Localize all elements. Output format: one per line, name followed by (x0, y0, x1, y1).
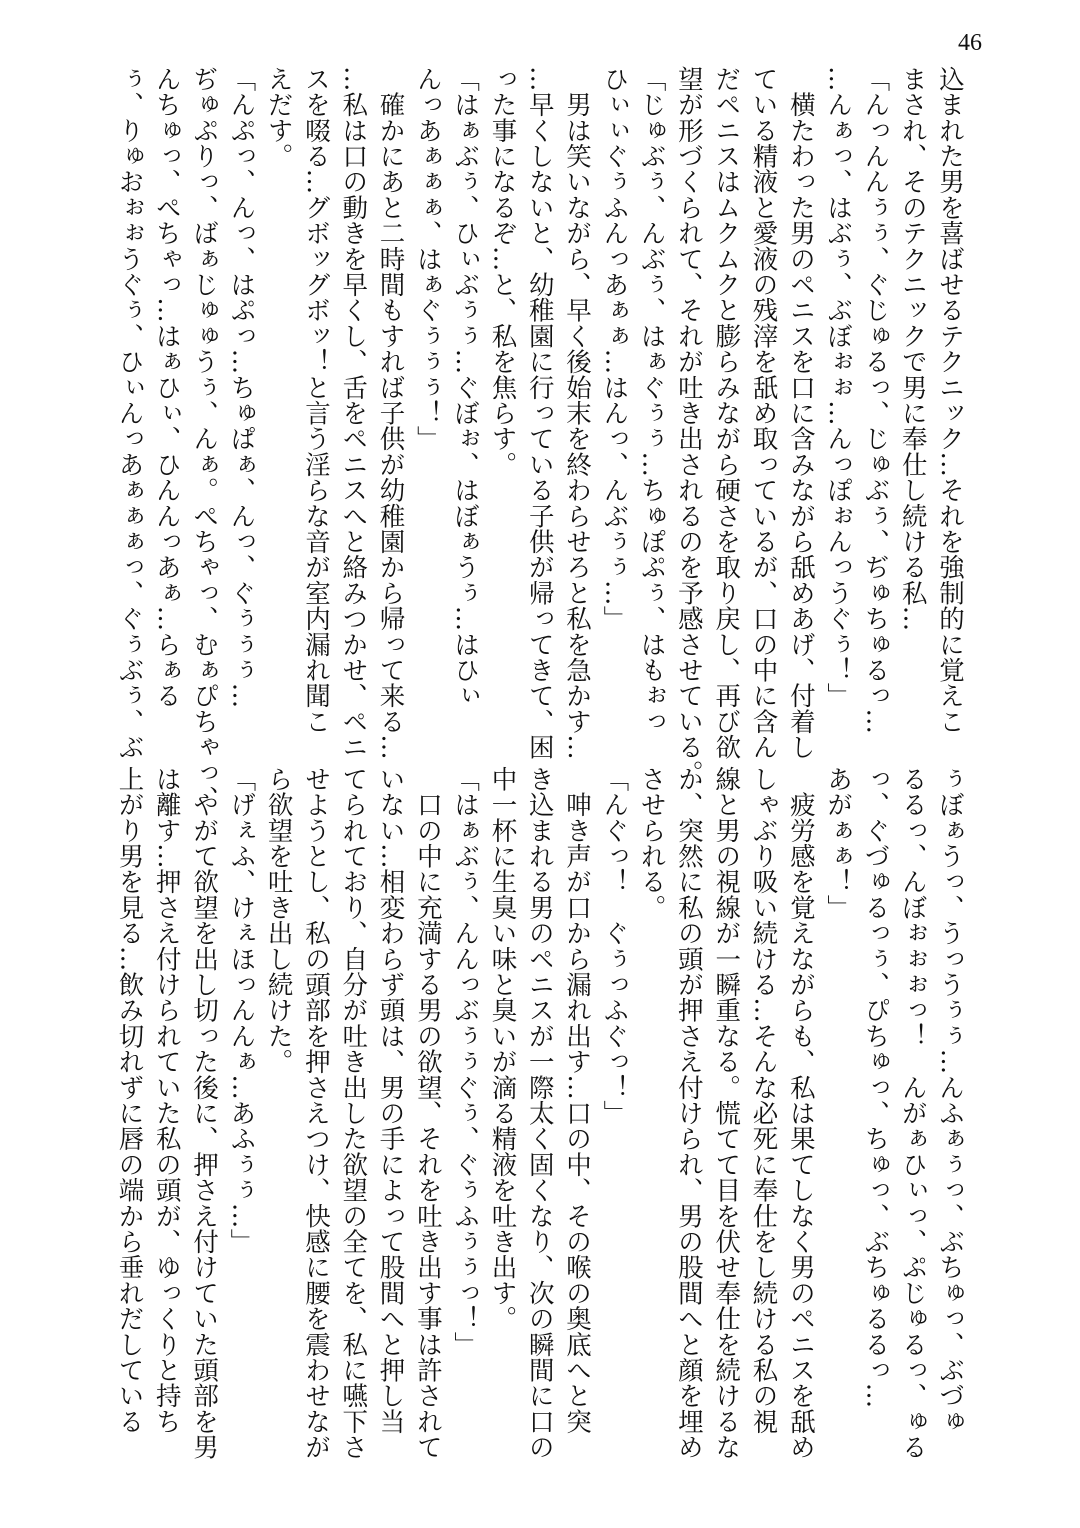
text-column: ている精液と愛液の残滓を舐め取っているが、口の中に含ん (748, 66, 779, 760)
text-column: っ、ぐづゅるっぅ、ぴちゅっ、ちゅっ、ぶちゅるるっ… (860, 766, 891, 1409)
text-column: 「げぇふ、けぇほっんんぁ…あふぅぅ…」 (226, 766, 257, 1255)
text-column: …私は口の動きを早くし、舌をペニスへと絡みつかせ、ペニ (338, 66, 369, 760)
text-column: 上がり男を見る…飲み切れずに唇の端から垂れだしている (114, 766, 145, 1435)
text-column: 中一杯に生臭い味と臭いが滴る精液を吐き出す。 (487, 766, 518, 1332)
text-column: き込まれる男のペニスが一際太く固くなり、次の瞬間に口の (524, 766, 555, 1460)
text-column: だペニスはムクムクと膨らみながら硬さを取り戻し、再び欲 (711, 66, 742, 760)
text-column: ひぃぃぐぅふんっあぁぁ…はんっ、んぶぅぅ…」 (599, 66, 630, 632)
page-number: 46 (958, 30, 982, 56)
text-column: 確かにあと二時間もすれば子供が幼稚園から帰って来る… (375, 66, 406, 760)
text-column: いない…相変わらず頭は、男の手によって股間へと押し当 (375, 766, 406, 1435)
text-column: 込まれた男を喜ばせるテクニック…それを強制的に覚えこ (935, 66, 965, 735)
text-column: 望が形づくられて、それが吐き出されるのを予感させている。 (673, 66, 704, 786)
text-column: 「んっんんぅぅ、ぐじゅるっ、じゅぶぅ、ぢゅちゅるっ… (860, 66, 891, 735)
text-column: 「じゅぶぅ、んぶぅ、はぁぐぅぅ…ちゅぽぷぅ、はもぉっ (636, 66, 667, 735)
text-column: せようとし、私の頭部を押さえつけ、快感に腰を震わせなが (300, 766, 331, 1460)
text-column: は離す…押さえ付けられていた私の頭が、ゆっくりと持ち (151, 766, 182, 1435)
text-column: 「はぁぶぅ、ひぃぶぅぅ…ぐぼぉ、はぼぁうぅ…はひぃ (450, 66, 481, 709)
text-column: んっあぁぁぁ、はぁぐぅぅぅ！」 (412, 66, 443, 452)
text-column: んちゅっ、ぺちゃっ…はぁひぃ、ひんんっあぁ…らぁる (151, 66, 182, 709)
text-column: 横たわった男のペニスを口に含みながら舐めあげ、付着し (785, 66, 816, 760)
text-column: …早くしないと、幼稚園に行っている子供が帰ってきて、困 (524, 66, 555, 760)
text-column: …んぁっ、はぶぅ、ぶぼぉぉ…んっぽぉんっうぐぅ！」 (823, 66, 854, 709)
text-column: 「んぷっ、んっ、はぷっ…ちゅぱぁ、んっ、ぐぅぅぅ… (226, 66, 257, 709)
text-column: てられており、自分が吐き出した欲望の全てを、私に嚥下さ (338, 766, 369, 1460)
text-column: 呻き声が口から漏れ出す…口の中、その喉の奥底へと突 (562, 766, 593, 1435)
text-column: しゃぶり吸い続ける…そんな必死に奉仕をし続ける私の視 (748, 766, 779, 1435)
text-column: やがて欲望を出し切った後に、押さえ付けていた頭部を男 (189, 766, 220, 1460)
text-column: か、突然に私の頭が押さえ付けられ、男の股間へと顔を埋め (673, 766, 704, 1460)
text-column: 線と男の視線が一瞬重なる。慌てて目を伏せ奉仕を続けるな (711, 766, 742, 1460)
text-column: させられる。 (636, 766, 667, 921)
text-column: あがぁぁ！」 (823, 766, 854, 921)
text-column: るるっ、んぼぉぉぉっ！ んがぁひぃっ、ぷじゅるっ、ゅる (897, 766, 928, 1460)
text-column: 男は笑いながら、早く後始末を終わらせろと私を急かす… (562, 66, 593, 760)
text-column: ぢゅぷりっ、ばぁじゅゅうぅ、んぁ。ぺちゃっ、むぁぴちゃっ、 (189, 66, 220, 812)
text-block-lower (110, 766, 968, 1460)
text-column: った事になるぞ…と、私を焦らす。 (487, 66, 518, 478)
text-column: 疲労感を覚えながらも、私は果てしなく男のペニスを舐め (785, 766, 816, 1460)
text-column: ぅ、りゅおぉぉうぐぅ、ひぃんっあぁぁぁっ、ぐぅぶぅ、ぶ (114, 66, 145, 760)
text-column: えだす。 (263, 66, 294, 169)
text-column: ぅぼぁうっ、うっうぅぅ…んふぁぅっ、ぶちゅっ、ぶづゅ (935, 766, 965, 1435)
text-column: 口の中に充満する男の欲望、それを吐き出す事は許されて (412, 766, 443, 1460)
text-column: 「はぁぶぅ、んんっぶぅぅぐぅ、ぐぅふぅぅっ！」 (450, 766, 481, 1358)
text-column: 「んぐっ！ ぐぅっふぐっ！」 (599, 766, 630, 1126)
text-column: スを啜る…グボッグボッ！と言う淫らな音が室内漏れ聞こ (300, 66, 331, 735)
text-column: まされ、そのテクニックで男に奉仕し続ける私… (897, 66, 928, 632)
text-block-upper (110, 66, 968, 812)
text-column: ら欲望を吐き出し続けた。 (263, 766, 294, 1075)
